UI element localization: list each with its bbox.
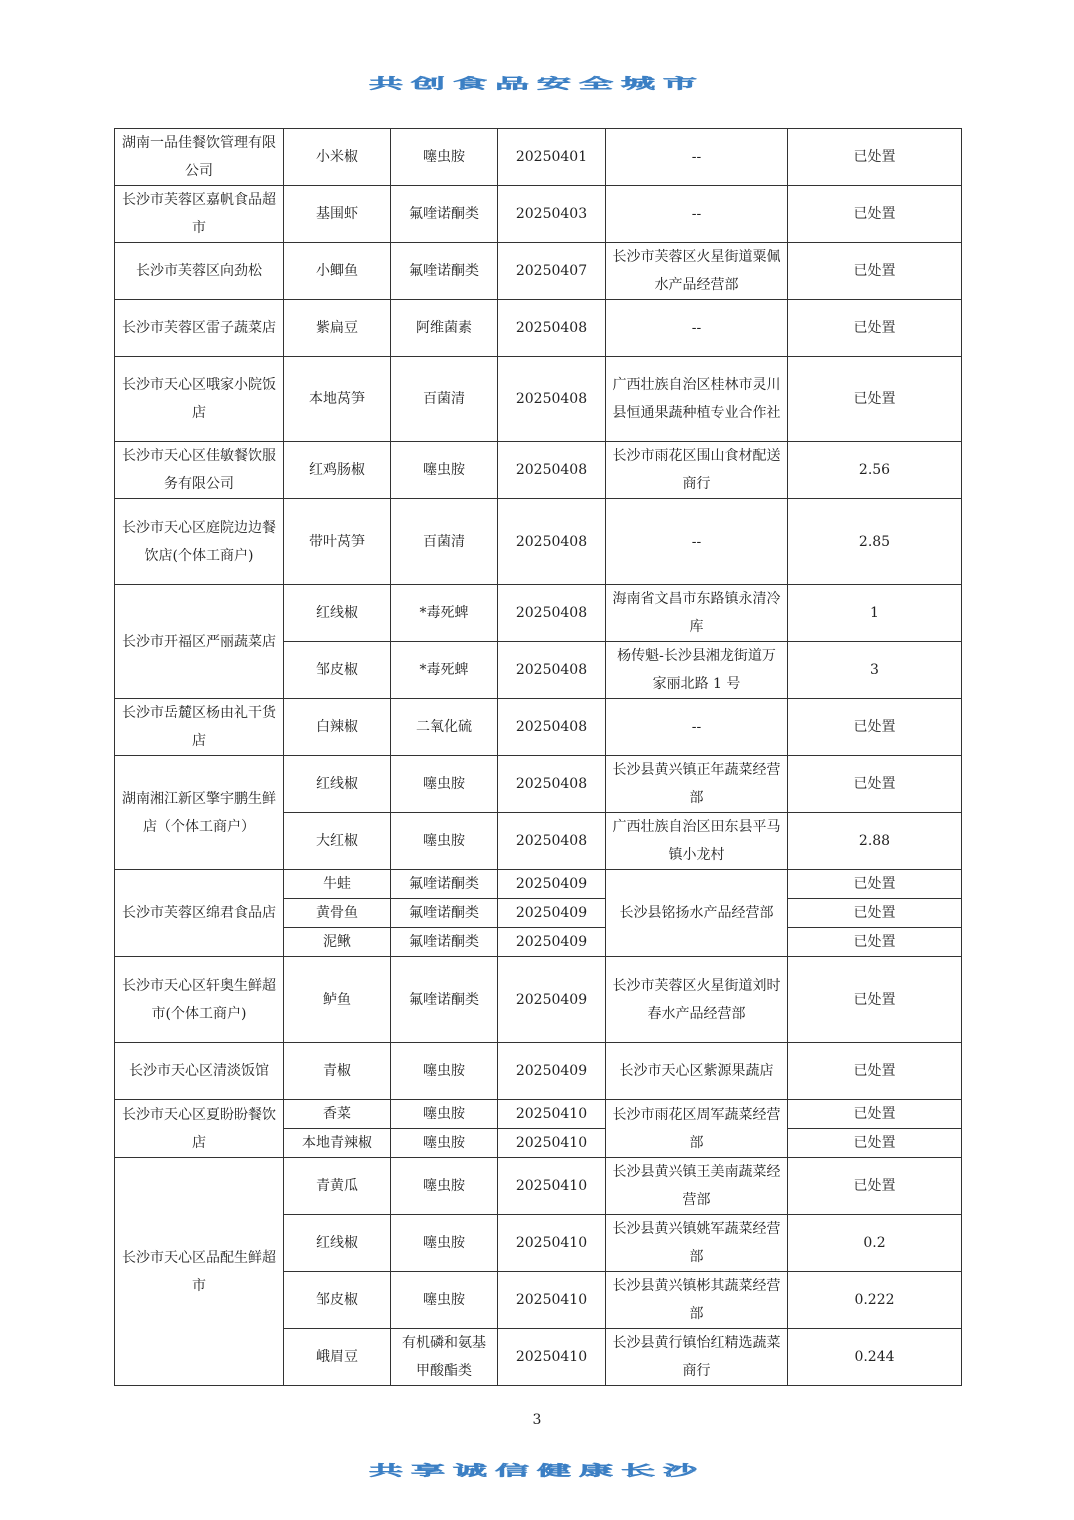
test-item-cell: 噻虫胺 — [391, 1043, 498, 1100]
test-item-cell: 噻虫胺 — [391, 442, 498, 499]
product-cell: 本地莴笋 — [284, 357, 391, 442]
product-cell: 带叶莴笋 — [284, 499, 391, 585]
supplier-cell: -- — [606, 186, 788, 243]
status-cell: 已处置 — [788, 357, 962, 442]
product-cell: 红线椒 — [284, 756, 391, 813]
supplier-cell: 长沙县铭扬水产品经营部 — [606, 870, 788, 957]
company-cell: 长沙市天心区轩奥生鲜超市(个体工商户) — [115, 957, 284, 1043]
test-item-cell: 氟喹诺酮类 — [391, 928, 498, 957]
supplier-cell: 长沙县黄行镇怡红精选蔬菜商行 — [606, 1329, 788, 1386]
supplier-cell: 长沙市芙蓉区火星街道粟佩水产品经营部 — [606, 243, 788, 300]
test-item-cell: 阿维菌素 — [391, 300, 498, 357]
product-cell: 小鲫鱼 — [284, 243, 391, 300]
status-cell: 已处置 — [788, 928, 962, 957]
date-cell: 20250410 — [498, 1129, 606, 1158]
date-cell: 20250403 — [498, 186, 606, 243]
product-cell: 鲈鱼 — [284, 957, 391, 1043]
product-cell: 紫扁豆 — [284, 300, 391, 357]
status-cell: 已处置 — [788, 756, 962, 813]
date-cell: 20250407 — [498, 243, 606, 300]
company-cell: 湖南一品佳餐饮管理有限公司 — [115, 129, 284, 186]
status-cell: 已处置 — [788, 186, 962, 243]
company-cell: 长沙市天心区哦家小院饭店 — [115, 357, 284, 442]
supplier-cell: 长沙市芙蓉区火星街道刘时春水产品经营部 — [606, 957, 788, 1043]
test-item-cell: 氟喹诺酮类 — [391, 870, 498, 899]
status-cell: 2.56 — [788, 442, 962, 499]
date-cell: 20250408 — [498, 300, 606, 357]
product-cell: 邹皮椒 — [284, 1272, 391, 1329]
supplier-cell: 广西壮族自治区桂林市灵川县恒通果蔬种植专业合作社 — [606, 357, 788, 442]
test-item-cell: *毒死蜱 — [391, 585, 498, 642]
table-row — [115, 957, 962, 1043]
status-cell: 1 — [788, 585, 962, 642]
date-cell: 20250408 — [498, 499, 606, 585]
table-row — [115, 1043, 962, 1100]
date-cell: 20250408 — [498, 642, 606, 699]
supplier-cell: 长沙县黄兴镇姚军蔬菜经营部 — [606, 1215, 788, 1272]
table-row — [115, 129, 962, 186]
status-cell: 0.2 — [788, 1215, 962, 1272]
test-item-cell: 百菌清 — [391, 499, 498, 585]
test-item-cell: 噻虫胺 — [391, 1129, 498, 1158]
supplier-cell: -- — [606, 129, 788, 186]
supplier-cell: -- — [606, 499, 788, 585]
table-row — [115, 699, 962, 756]
inspection-results-table — [114, 128, 962, 1386]
company-cell: 湖南湘江新区擎宇鹏生鲜店（个体工商户） — [115, 756, 284, 870]
product-cell: 青黄瓜 — [284, 1158, 391, 1215]
supplier-cell: 长沙市雨花区周军蔬菜经营部 — [606, 1100, 788, 1158]
company-cell: 长沙市芙蓉区雷子蔬菜店 — [115, 300, 284, 357]
test-item-cell: 噻虫胺 — [391, 129, 498, 186]
table-row — [115, 756, 962, 813]
date-cell: 20250408 — [498, 357, 606, 442]
status-cell: 2.85 — [788, 499, 962, 585]
status-cell: 已处置 — [788, 1129, 962, 1158]
company-cell: 长沙市开福区严丽蔬菜店 — [115, 585, 284, 699]
product-cell: 香菜 — [284, 1100, 391, 1129]
company-cell: 长沙市天心区夏盼盼餐饮店 — [115, 1100, 284, 1158]
test-item-cell: 氟喹诺酮类 — [391, 186, 498, 243]
company-cell: 长沙市天心区清淡饭馆 — [115, 1043, 284, 1100]
test-item-cell: 噻虫胺 — [391, 813, 498, 870]
date-cell: 20250409 — [498, 928, 606, 957]
product-cell: 黄骨鱼 — [284, 899, 391, 928]
header-banner: 共创食品安全城市 — [369, 75, 705, 93]
company-cell: 长沙市芙蓉区向劲松 — [115, 243, 284, 300]
test-item-cell: 二氧化硫 — [391, 699, 498, 756]
test-item-cell: 噻虫胺 — [391, 1215, 498, 1272]
product-cell: 泥鳅 — [284, 928, 391, 957]
date-cell: 20250410 — [498, 1100, 606, 1129]
table-row — [115, 499, 962, 585]
date-cell: 20250408 — [498, 585, 606, 642]
product-cell: 基围虾 — [284, 186, 391, 243]
status-cell: 2.88 — [788, 813, 962, 870]
supplier-cell: 海南省文昌市东路镇永清冷库 — [606, 585, 788, 642]
table-row — [115, 1100, 962, 1129]
test-item-cell: 氟喹诺酮类 — [391, 243, 498, 300]
supplier-cell: 长沙市雨花区围山食材配送商行 — [606, 442, 788, 499]
company-cell: 长沙市芙蓉区绵君食品店 — [115, 870, 284, 957]
date-cell: 20250408 — [498, 756, 606, 813]
date-cell: 20250410 — [498, 1215, 606, 1272]
product-cell: 红鸡肠椒 — [284, 442, 391, 499]
test-item-cell: *毒死蜱 — [391, 642, 498, 699]
date-cell: 20250408 — [498, 699, 606, 756]
supplier-cell: -- — [606, 300, 788, 357]
product-cell: 牛蛙 — [284, 870, 391, 899]
company-cell: 长沙市天心区佳敏餐饮服务有限公司 — [115, 442, 284, 499]
table-row — [115, 442, 962, 499]
test-item-cell: 噻虫胺 — [391, 1272, 498, 1329]
status-cell: 已处置 — [788, 1043, 962, 1100]
table-row — [115, 1158, 962, 1215]
product-cell: 青椒 — [284, 1043, 391, 1100]
status-cell: 已处置 — [788, 699, 962, 756]
company-cell: 长沙市岳麓区杨由礼干货店 — [115, 699, 284, 756]
product-cell: 邹皮椒 — [284, 642, 391, 699]
status-cell: 已处置 — [788, 243, 962, 300]
supplier-cell: 长沙县黄兴镇彬其蔬菜经营部 — [606, 1272, 788, 1329]
date-cell: 20250410 — [498, 1329, 606, 1386]
date-cell: 20250410 — [498, 1272, 606, 1329]
company-cell: 长沙市天心区庭院边边餐饮店(个体工商户) — [115, 499, 284, 585]
test-item-cell: 有机磷和氨基甲酸酯类 — [391, 1329, 498, 1386]
product-cell: 大红椒 — [284, 813, 391, 870]
status-cell: 已处置 — [788, 129, 962, 186]
table-row — [115, 243, 962, 300]
status-cell: 已处置 — [788, 1158, 962, 1215]
supplier-cell: 长沙县黄兴镇王美南蔬菜经营部 — [606, 1158, 788, 1215]
status-cell: 0.244 — [788, 1329, 962, 1386]
company-cell: 长沙市天心区品配生鲜超市 — [115, 1158, 284, 1386]
product-cell: 本地青辣椒 — [284, 1129, 391, 1158]
date-cell: 20250401 — [498, 129, 606, 186]
table-row — [115, 585, 962, 642]
supplier-cell: 长沙县黄兴镇正年蔬菜经营部 — [606, 756, 788, 813]
date-cell: 20250409 — [498, 957, 606, 1043]
date-cell: 20250408 — [498, 813, 606, 870]
test-item-cell: 噻虫胺 — [391, 1100, 498, 1129]
product-cell: 红线椒 — [284, 585, 391, 642]
status-cell: 已处置 — [788, 957, 962, 1043]
status-cell: 已处置 — [788, 899, 962, 928]
product-cell: 峨眉豆 — [284, 1329, 391, 1386]
status-cell: 已处置 — [788, 870, 962, 899]
supplier-cell: -- — [606, 699, 788, 756]
test-item-cell: 氟喹诺酮类 — [391, 899, 498, 928]
test-item-cell: 噻虫胺 — [391, 1158, 498, 1215]
date-cell: 20250409 — [498, 1043, 606, 1100]
status-cell: 3 — [788, 642, 962, 699]
company-cell: 长沙市芙蓉区嘉帆食品超市 — [115, 186, 284, 243]
footer-banner: 共享诚信健康长沙 — [369, 1462, 705, 1480]
page-number: 3 — [532, 1412, 542, 1428]
product-cell: 白辣椒 — [284, 699, 391, 756]
date-cell: 20250408 — [498, 442, 606, 499]
supplier-cell: 广西壮族自治区田东县平马镇小龙村 — [606, 813, 788, 870]
table-row — [115, 357, 962, 442]
supplier-cell: 长沙市天心区紫源果蔬店 — [606, 1043, 788, 1100]
test-item-cell: 氟喹诺酮类 — [391, 957, 498, 1043]
date-cell: 20250409 — [498, 870, 606, 899]
product-cell: 小米椒 — [284, 129, 391, 186]
test-item-cell: 噻虫胺 — [391, 756, 498, 813]
table-row — [115, 300, 962, 357]
status-cell: 0.222 — [788, 1272, 962, 1329]
status-cell: 已处置 — [788, 1100, 962, 1129]
date-cell: 20250409 — [498, 899, 606, 928]
table-row — [115, 870, 962, 899]
status-cell: 已处置 — [788, 300, 962, 357]
test-item-cell: 百菌清 — [391, 357, 498, 442]
date-cell: 20250410 — [498, 1158, 606, 1215]
table-row — [115, 186, 962, 243]
supplier-cell: 杨传魁-长沙县湘龙街道万家丽北路 1 号 — [606, 642, 788, 699]
product-cell: 红线椒 — [284, 1215, 391, 1272]
